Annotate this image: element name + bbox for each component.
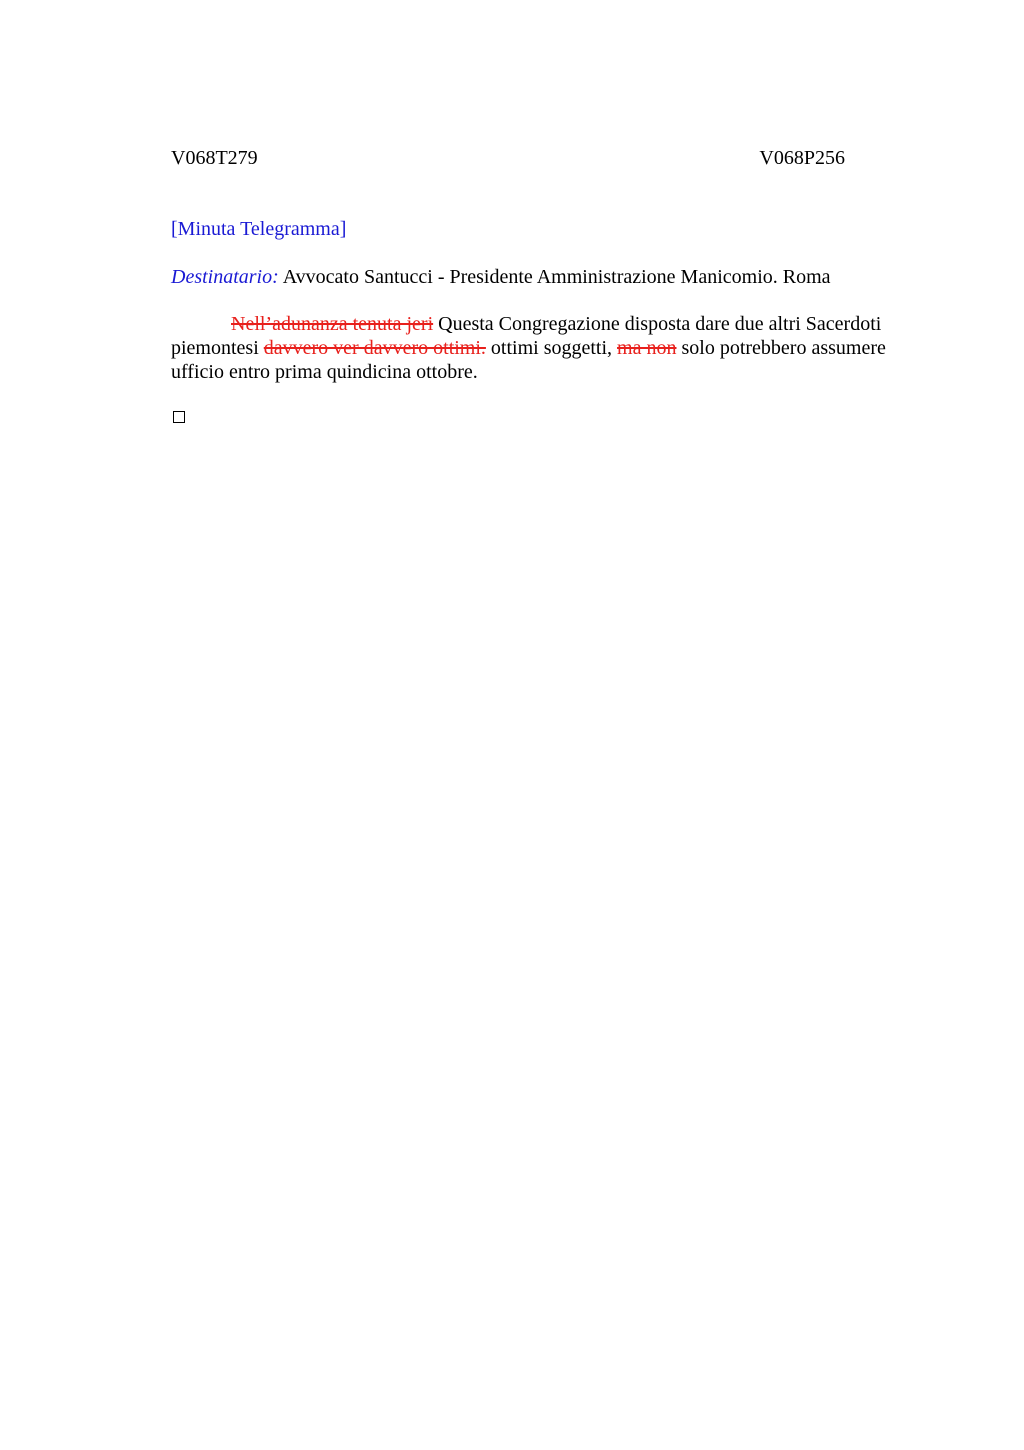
checkbox-icon — [173, 411, 185, 423]
deleted-text: Nell’adunanza tenuta jeri — [231, 313, 434, 335]
deleted-text: ma non — [617, 337, 677, 359]
recipient-line — [171, 265, 831, 289]
telegram-body — [171, 312, 916, 384]
document-title: [Minuta Telegramma] — [171, 218, 347, 240]
recipient-value: Avvocato Santucci - Presidente Amministrazione Manicomio. Roma — [282, 266, 831, 288]
document-code-right: V068P256 — [759, 147, 845, 169]
document-code-left: V068T279 — [171, 147, 258, 169]
recipient-label: Destinatario: — [171, 266, 279, 288]
document-codes — [171, 146, 845, 170]
body-text: ottimi soggetti, — [485, 337, 618, 359]
body-text: Questa Congregazione disposta dare due altri Sacerdoti piemontesi — [171, 313, 882, 359]
deleted-text: davvero ver davvero ottimi. — [263, 337, 486, 359]
body-text: solo potrebbero assumere ufficio entro prima quindicina ottobre. — [171, 337, 886, 383]
